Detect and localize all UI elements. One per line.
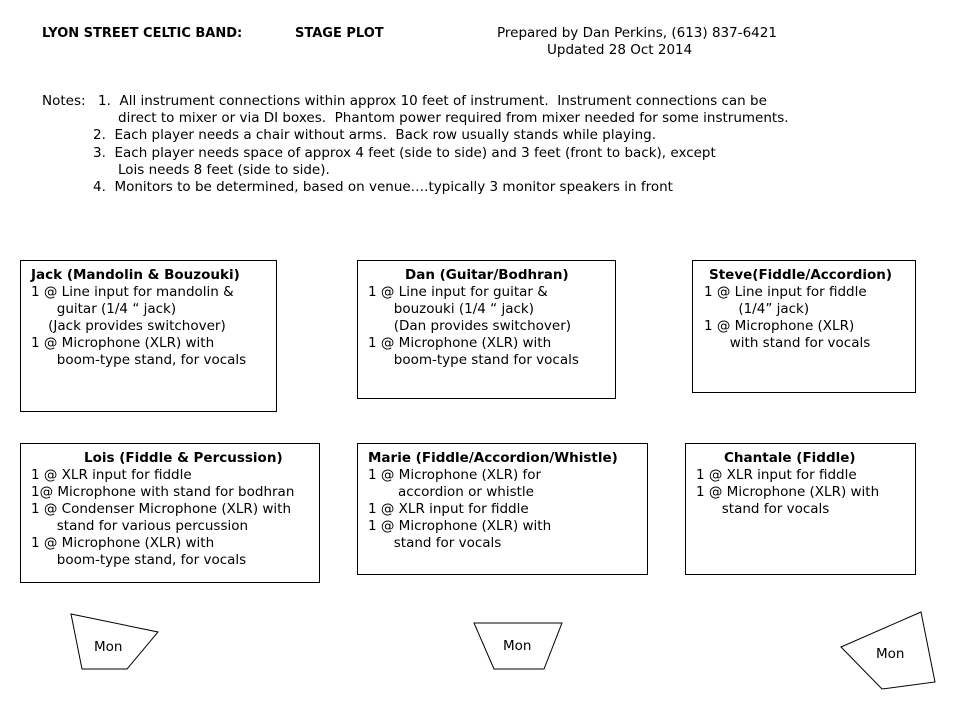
player-line: 1 @ XLR input for fiddle [368,501,529,517]
player-line: 1 @ Condenser Microphone (XLR) with [31,501,292,517]
player-title: Lois (Fiddle & Percussion) [84,450,283,466]
player-line: 1 @ Microphone (XLR) with [31,335,215,351]
player-line: boom-type stand for vocals [368,352,579,368]
player-line: accordion or whistle [368,484,534,500]
player-line: 1 @ XLR input for fiddle [31,467,192,483]
player-title: Dan (Guitar/Bodhran) [405,267,569,283]
note-line: 3. Each player needs space of approx 4 feet (side to side) and 3 feet (front to back), except [93,145,716,161]
player-line: 1 @ Microphone (XLR) for [368,467,542,483]
player-line: bouzouki (1/4 “ jack) [368,301,534,317]
player-title: Jack (Mandolin & Bouzouki) [31,267,240,283]
player-line: 1 @ Line input for guitar & [368,284,548,300]
updated-date: Updated 28 Oct 2014 [547,42,693,58]
player-title: Steve(Fiddle/Accordion) [709,267,893,283]
player-line: (Jack provides switchover) [31,318,226,334]
player-line: 1 @ Line input for fiddle [704,284,867,300]
band-name: LYON STREET CELTIC BAND: [42,26,243,41]
prepared-by: Prepared by Dan Perkins, (613) 837-6421 [497,25,777,41]
player-line: 1 @ Line input for mandolin & [31,284,234,300]
notes-label: Notes: [42,93,86,109]
note-line: 2. Each player needs a chair without arms. Back row usually stands while playing. [93,127,657,143]
player-line: (Dan provides switchover) [368,318,572,334]
note-line: direct to mixer or via DI boxes. Phantom power required from mixer needed for some instruments. [118,110,789,126]
player-line: 1 @ XLR input for fiddle [696,467,857,483]
monitor-label-right: Mon [876,646,905,662]
player-line: 1 @ Microphone (XLR) with [368,335,552,351]
player-line: boom-type stand, for vocals [31,552,247,568]
player-line: 1@ Microphone with stand for bodhran [31,484,295,500]
player-line: with stand for vocals [704,335,871,351]
player-title: Marie (Fiddle/Accordion/Whistle) [368,450,618,466]
note-line: 4. Monitors to be determined, based on venue….typically 3 monitor speakers in front [93,179,673,195]
document-title: STAGE PLOT [295,26,384,41]
player-line: (1/4” jack) [704,301,810,317]
player-line: guitar (1/4 “ jack) [31,301,177,317]
note-line: 1. All instrument connections within approx 10 feet of instrument. Instrument connections can be [98,93,767,109]
monitor-label-center: Mon [503,638,532,654]
player-line: 1 @ Microphone (XLR) with [696,484,880,500]
player-line: boom-type stand, for vocals [31,352,247,368]
player-line: 1 @ Microphone (XLR) with [368,518,552,534]
player-line: stand for vocals [696,501,830,517]
player-line: 1 @ Microphone (XLR) with [31,535,215,551]
monitor-label-left: Mon [94,639,123,655]
player-line: 1 @ Microphone (XLR) [704,318,855,334]
player-line: stand for vocals [368,535,502,551]
player-title: Chantale (Fiddle) [724,450,856,466]
note-line: Lois needs 8 feet (side to side). [118,162,330,178]
player-line: stand for various percussion [31,518,249,534]
